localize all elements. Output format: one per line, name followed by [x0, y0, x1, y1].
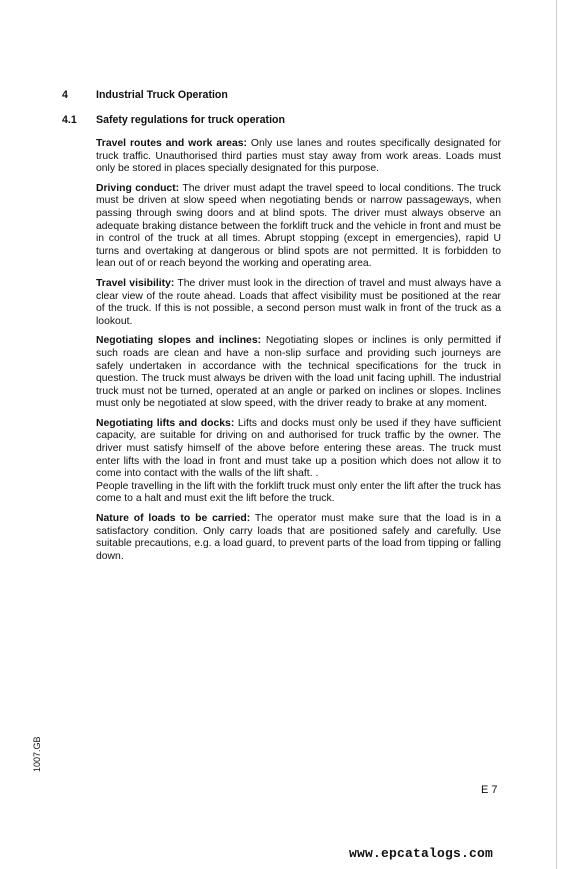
paragraph-lead: Driving conduct:	[96, 182, 180, 194]
subsection-title: Safety regulations for truck operation	[96, 114, 285, 126]
paragraph-text: The operator must make sure that the load is in a satisfactory condition. Only carry loads that are positioned safely and carefully. Use suitable precautions, e.g. a load guard, to prevent parts of the load from tipping or falling down.	[96, 513, 501, 562]
paragraph-lead: Negotiating lifts and docks:	[96, 417, 235, 429]
section-number: 4	[62, 89, 68, 101]
paragraph-travel-routes	[96, 138, 501, 176]
paragraph-lead: Negotiating slopes and inclines:	[96, 335, 262, 347]
paragraph-driving-conduct	[96, 183, 501, 271]
watermark-url: www.epcatalogs.com	[349, 846, 494, 861]
paragraph-text: Only use lanes and routes specifically designated for truck traffic. Unauthorised third parties must stay away from work areas. Loads must only be stored in places specially designated for this purpose.	[96, 138, 501, 175]
paragraph-text: Lifts and docks must only be used if they have sufficient capacity, are suitable for driving on and authorised for truck traffic by the owner. The driver must satisfy himself of the above before entering these areas. The truck must enter lifts with the load in front and must take up a position which does not allow it to come into contact with the walls of the lift shaft. .	[96, 417, 501, 480]
paragraph-lifts-docks	[96, 418, 501, 506]
paragraph-extra-text: People travelling in the lift with the forklift truck must only enter the lift after the truck has come to a halt and must exit the lift before the truck.	[96, 480, 501, 505]
page-number: E 7	[481, 784, 498, 796]
paragraph-lead: Travel routes and work areas:	[96, 138, 247, 149]
paragraph-text: The driver must look in the direction of travel and must always have a clear view of the route ahead. Loads that affect visibility must be positioned at the rear of the truck. If this is not possible, a second person must walk in front of the truck as a lookout.	[96, 277, 502, 327]
paragraph-nature-of-loads	[96, 513, 501, 563]
section-title: Industrial Truck Operation	[96, 89, 228, 101]
document-code: 1007.GB	[32, 736, 42, 772]
subsection-number: 4.1	[62, 114, 77, 126]
paragraph-slopes-inclines	[96, 335, 501, 411]
paragraph-text: The driver must adapt the travel speed to local conditions. The truck must be driven at slow speed when negotiating bends or narrow passageways, when passing through swing doors and at blind spots. The driver must always observe an adequate braking distance between the forklift truck and the vehicle in front and must be in control of the truck at all times. Abrupt stopping (except in emergencies), rapid U turns and overtaking at dangerous or blind spots are not permitted. It is forbidden to lean out of or reach beyond the working and operating area.	[96, 182, 501, 270]
paragraph-text: Negotiating slopes or inclines is only permitted if such roads are clean and have a non-slip surface and providing such journeys are safely undertaken in accordance with the technical specifications for the truck in question. The truck must always be driven with the load unit facing uphill. The industrial truck must not be turned, operated at an angle or parked on inclines or slopes. Inclines must only be negotiated at slow speed, with the driver ready to brake at any moment.	[96, 335, 501, 410]
paragraph-travel-visibility	[96, 278, 501, 328]
paragraph-lead: Nature of loads to be carried:	[96, 513, 251, 525]
body-text	[96, 138, 501, 570]
paragraph-lead: Travel visibility:	[96, 277, 175, 289]
